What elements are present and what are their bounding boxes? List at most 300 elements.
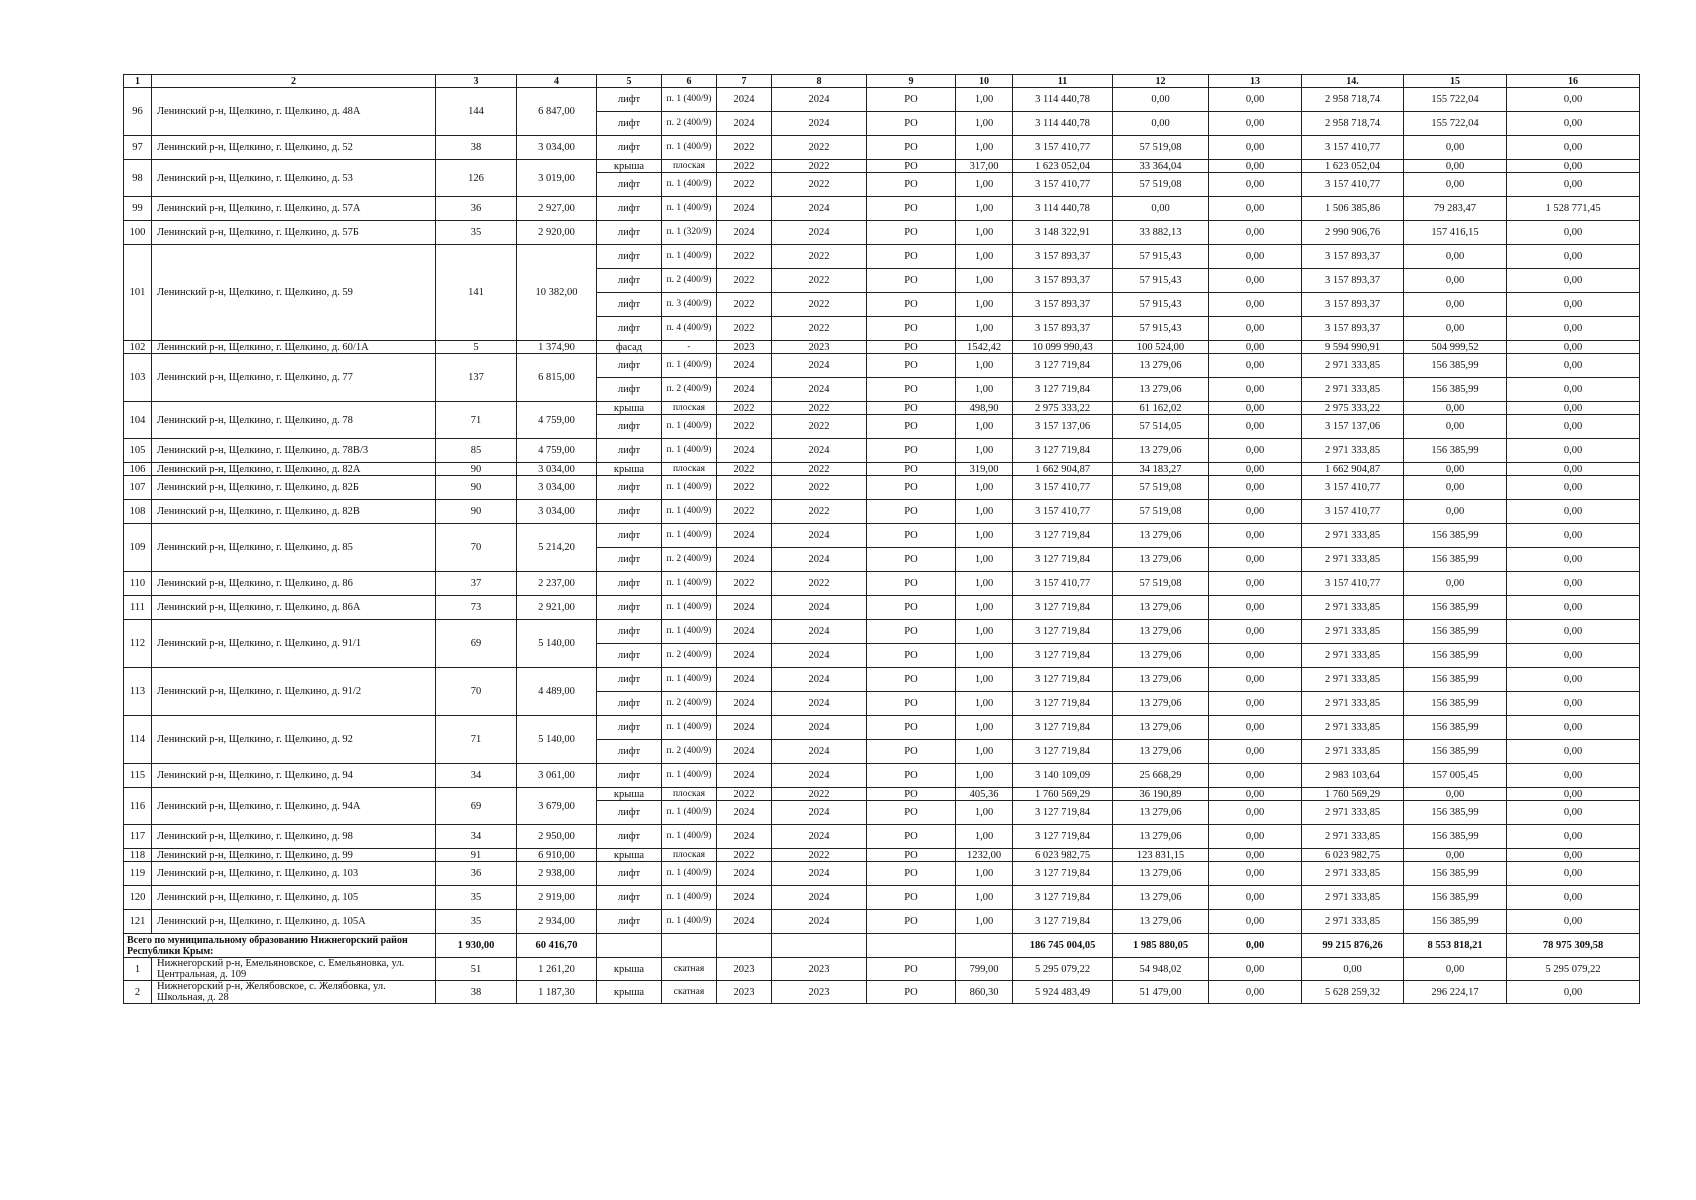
area-cell: 4 489,00 xyxy=(517,668,597,716)
table-row xyxy=(124,524,1640,548)
value-cell-col-7: 2022 xyxy=(717,572,772,596)
area-cell: 2 950,00 xyxy=(517,825,597,849)
value-cell-col-9: РО xyxy=(867,572,956,596)
value-cell-col-15: 156 385,99 xyxy=(1404,886,1507,910)
value-cell-col-11: 3 114 440,78 xyxy=(1013,112,1113,136)
value-cell-col-5: лифт xyxy=(597,293,662,317)
table-row xyxy=(124,136,1640,160)
value-cell-col-8: 2022 xyxy=(772,572,867,596)
value-cell-col-7: 2024 xyxy=(717,825,772,849)
value-cell-col-16: 0,00 xyxy=(1507,341,1640,354)
residents-cell: 51 xyxy=(436,958,517,981)
value-cell-col-7: 2024 xyxy=(717,740,772,764)
address-cell: Ленинский р-н, Щелкино, г. Щелкино, д. 99 xyxy=(152,849,436,862)
value-cell-col-7: 2022 xyxy=(717,245,772,269)
value-cell-col-11: 3 157 410,77 xyxy=(1013,476,1113,500)
value-cell-col-13: 0,00 xyxy=(1209,317,1302,341)
address-cell: Ленинский р-н, Щелкино, г. Щелкино, д. 103 xyxy=(152,862,436,886)
value-cell-col-12: 100 524,00 xyxy=(1113,341,1209,354)
value-cell-col-15: 156 385,99 xyxy=(1404,548,1507,572)
value-cell-col-5: лифт xyxy=(597,825,662,849)
area-cell: 6 815,00 xyxy=(517,354,597,402)
value-cell-col-6: скатная xyxy=(662,981,717,1004)
value-cell-col-8: 2024 xyxy=(772,886,867,910)
value-cell-col-10: 1,00 xyxy=(956,197,1013,221)
value-cell-col-9: РО xyxy=(867,197,956,221)
value-cell-col-15: 0,00 xyxy=(1404,269,1507,293)
residents-cell: 69 xyxy=(436,788,517,825)
value-cell-col-7: 2024 xyxy=(717,112,772,136)
value-cell-col-9: РО xyxy=(867,910,956,934)
address-cell: Ленинский р-н, Щелкино, г. Щелкино, д. 82Б xyxy=(152,476,436,500)
address-cell: Ленинский р-н, Щелкино, г. Щелкино, д. 82А xyxy=(152,463,436,476)
value-cell-col-16: 0,00 xyxy=(1507,88,1640,112)
value-cell-col-16: 0,00 xyxy=(1507,160,1640,173)
value-cell-col-6: п. 1 (400/9) xyxy=(662,668,717,692)
value-cell-col-5: лифт xyxy=(597,476,662,500)
value-cell-col-10: 1,00 xyxy=(956,801,1013,825)
total-row xyxy=(124,934,1640,958)
value-cell-col-16: 0,00 xyxy=(1507,825,1640,849)
residents-cell: 38 xyxy=(436,981,517,1004)
value-cell-col-12: 25 668,29 xyxy=(1113,764,1209,788)
value-cell-col-14: 3 157 410,77 xyxy=(1302,136,1404,160)
value-cell-col-15: 155 722,04 xyxy=(1404,112,1507,136)
value-cell-col-10: 1,00 xyxy=(956,644,1013,668)
value-cell-col-8: 2024 xyxy=(772,354,867,378)
value-cell-col-11: 3 127 719,84 xyxy=(1013,692,1113,716)
value-cell-col-11: 3 127 719,84 xyxy=(1013,910,1113,934)
value-cell-col-11: 3 127 719,84 xyxy=(1013,716,1113,740)
value-cell-col-16: 0,00 xyxy=(1507,668,1640,692)
value-cell-col-5: крыша xyxy=(597,402,662,415)
value-cell-col-8: 2022 xyxy=(772,463,867,476)
residents-cell: 35 xyxy=(436,910,517,934)
address-cell: Ленинский р-н, Щелкино, г. Щелкино, д. 59 xyxy=(152,245,436,341)
address-cell: Ленинский р-н, Щелкино, г. Щелкино, д. 78В/3 xyxy=(152,439,436,463)
column-number-2: 2 xyxy=(152,75,436,88)
table-row xyxy=(124,476,1640,500)
value-cell-col-16: 0,00 xyxy=(1507,378,1640,402)
value-cell-col-8: 2024 xyxy=(772,439,867,463)
value-cell-col-8: 2022 xyxy=(772,476,867,500)
value-cell-col-5: лифт xyxy=(597,644,662,668)
value-cell-col-5: крыша xyxy=(597,160,662,173)
value-cell-col-7: 2024 xyxy=(717,764,772,788)
value-cell-col-15: 156 385,99 xyxy=(1404,825,1507,849)
value-cell-col-14: 2 990 906,76 xyxy=(1302,221,1404,245)
area-cell: 2 934,00 xyxy=(517,910,597,934)
column-number-8: 8 xyxy=(772,75,867,88)
row-number: 116 xyxy=(124,788,152,825)
value-cell-col-16: 0,00 xyxy=(1507,439,1640,463)
value-cell-col-10: 1,00 xyxy=(956,764,1013,788)
value-cell-col-6: п. 1 (400/9) xyxy=(662,596,717,620)
value-cell-col-7: 2024 xyxy=(717,221,772,245)
value-cell-col-13: 0,00 xyxy=(1209,886,1302,910)
value-cell-col-9: РО xyxy=(867,269,956,293)
value-cell-col-12: 57 514,05 xyxy=(1113,415,1209,439)
value-cell-col-11: 1 662 904,87 xyxy=(1013,463,1113,476)
row-number: 1 xyxy=(124,958,152,981)
area-cell: 3 019,00 xyxy=(517,160,597,197)
value-cell-col-11: 3 114 440,78 xyxy=(1013,88,1113,112)
value-cell-col-14: 5 628 259,32 xyxy=(1302,981,1404,1004)
value-cell-col-14: 2 971 333,85 xyxy=(1302,524,1404,548)
value-cell-col-5: лифт xyxy=(597,620,662,644)
value-cell-col-13: 0,00 xyxy=(1209,572,1302,596)
value-cell-col-8: 2024 xyxy=(772,378,867,402)
row-number: 110 xyxy=(124,572,152,596)
value-cell-col-11: 5 924 483,49 xyxy=(1013,981,1113,1004)
value-cell-col-16: 0,00 xyxy=(1507,354,1640,378)
value-cell-col-6: п. 1 (400/9) xyxy=(662,136,717,160)
table-row xyxy=(124,825,1640,849)
value-cell-col-13: 0,00 xyxy=(1209,173,1302,197)
value-cell-col-5: лифт xyxy=(597,862,662,886)
value-cell-col-7: 2023 xyxy=(717,981,772,1004)
value-cell-col-11: 3 157 893,37 xyxy=(1013,293,1113,317)
value-cell-col-13: 0,00 xyxy=(1209,439,1302,463)
value-cell-col-13: 0,00 xyxy=(1209,620,1302,644)
value-cell-col-10: 1,00 xyxy=(956,476,1013,500)
value-cell-col-9: РО xyxy=(867,317,956,341)
value-cell-col-7: 2022 xyxy=(717,476,772,500)
value-cell-col-5: лифт xyxy=(597,910,662,934)
value-cell-col-7: 2024 xyxy=(717,378,772,402)
area-cell: 6 847,00 xyxy=(517,88,597,136)
value-cell-col-12: 13 279,06 xyxy=(1113,644,1209,668)
value-cell-col-11: 3 114 440,78 xyxy=(1013,197,1113,221)
value-cell-col-12: 13 279,06 xyxy=(1113,354,1209,378)
value-cell-col-10: 1,00 xyxy=(956,692,1013,716)
column-number-6: 6 xyxy=(662,75,717,88)
value-cell-col-6: плоская xyxy=(662,402,717,415)
value-cell-col-10: 1,00 xyxy=(956,354,1013,378)
value-cell-col-15: 156 385,99 xyxy=(1404,620,1507,644)
total-c12: 1 985 880,05 xyxy=(1113,934,1209,958)
value-cell-col-8: 2024 xyxy=(772,88,867,112)
residents-cell: 37 xyxy=(436,572,517,596)
value-cell-col-10: 1,00 xyxy=(956,524,1013,548)
value-cell-col-13: 0,00 xyxy=(1209,524,1302,548)
value-cell-col-16: 0,00 xyxy=(1507,788,1640,801)
report-sheet xyxy=(123,74,1639,1004)
value-cell-col-12: 13 279,06 xyxy=(1113,862,1209,886)
value-cell-col-14: 2 971 333,85 xyxy=(1302,548,1404,572)
value-cell-col-8: 2022 xyxy=(772,402,867,415)
column-number-12: 12 xyxy=(1113,75,1209,88)
value-cell-col-6: п. 1 (400/9) xyxy=(662,572,717,596)
value-cell-col-5: лифт xyxy=(597,548,662,572)
value-cell-col-7: 2024 xyxy=(717,716,772,740)
value-cell-col-13: 0,00 xyxy=(1209,668,1302,692)
table-row xyxy=(124,910,1640,934)
table-row xyxy=(124,197,1640,221)
value-cell-col-7: 2024 xyxy=(717,644,772,668)
value-cell-col-13: 0,00 xyxy=(1209,548,1302,572)
value-cell-col-14: 2 971 333,85 xyxy=(1302,439,1404,463)
value-cell-col-10: 498,90 xyxy=(956,402,1013,415)
value-cell-col-12: 57 915,43 xyxy=(1113,269,1209,293)
value-cell-col-5: лифт xyxy=(597,764,662,788)
value-cell-col-9: РО xyxy=(867,524,956,548)
value-cell-col-7: 2022 xyxy=(717,415,772,439)
value-cell-col-11: 5 295 079,22 xyxy=(1013,958,1113,981)
table-row xyxy=(124,402,1640,415)
value-cell-col-10: 1,00 xyxy=(956,548,1013,572)
value-cell-col-5: крыша xyxy=(597,958,662,981)
value-cell-col-16: 0,00 xyxy=(1507,862,1640,886)
value-cell-col-10: 1,00 xyxy=(956,716,1013,740)
value-cell-col-13: 0,00 xyxy=(1209,801,1302,825)
table-row xyxy=(124,862,1640,886)
value-cell-col-15: 156 385,99 xyxy=(1404,692,1507,716)
residents-cell: 5 xyxy=(436,341,517,354)
value-cell-col-16: 1 528 771,45 xyxy=(1507,197,1640,221)
value-cell-col-6: п. 2 (400/9) xyxy=(662,269,717,293)
value-cell-col-11: 3 127 719,84 xyxy=(1013,354,1113,378)
residents-cell: 36 xyxy=(436,197,517,221)
value-cell-col-15: 156 385,99 xyxy=(1404,801,1507,825)
value-cell-col-8: 2024 xyxy=(772,620,867,644)
area-cell: 3 034,00 xyxy=(517,463,597,476)
value-cell-col-9: РО xyxy=(867,596,956,620)
value-cell-col-9: РО xyxy=(867,788,956,801)
table-row xyxy=(124,439,1640,463)
value-cell-col-10: 860,30 xyxy=(956,981,1013,1004)
residents-cell: 73 xyxy=(436,596,517,620)
value-cell-col-6: п. 1 (400/9) xyxy=(662,716,717,740)
value-cell-col-14: 2 971 333,85 xyxy=(1302,886,1404,910)
value-cell-col-6: п. 2 (400/9) xyxy=(662,548,717,572)
value-cell-col-5: лифт xyxy=(597,245,662,269)
value-cell-col-12: 123 831,15 xyxy=(1113,849,1209,862)
address-cell: Ленинский р-н, Щелкино, г. Щелкино, д. 91/1 xyxy=(152,620,436,668)
value-cell-col-16: 0,00 xyxy=(1507,173,1640,197)
value-cell-col-11: 3 127 719,84 xyxy=(1013,524,1113,548)
value-cell-col-15: 0,00 xyxy=(1404,500,1507,524)
value-cell-col-6: п. 1 (400/9) xyxy=(662,801,717,825)
value-cell-col-14: 1 623 052,04 xyxy=(1302,160,1404,173)
value-cell-col-13: 0,00 xyxy=(1209,221,1302,245)
value-cell-col-15: 155 722,04 xyxy=(1404,88,1507,112)
value-cell-col-8: 2022 xyxy=(772,269,867,293)
value-cell-col-9: РО xyxy=(867,136,956,160)
value-cell-col-14: 2 958 718,74 xyxy=(1302,112,1404,136)
residents-cell: 126 xyxy=(436,160,517,197)
value-cell-col-8: 2024 xyxy=(772,716,867,740)
value-cell-col-8: 2024 xyxy=(772,801,867,825)
value-cell-col-8: 2024 xyxy=(772,740,867,764)
value-cell-col-10: 799,00 xyxy=(956,958,1013,981)
address-cell: Ленинский р-н, Щелкино, г. Щелкино, д. 86 xyxy=(152,572,436,596)
value-cell-col-10: 1,00 xyxy=(956,112,1013,136)
value-cell-col-11: 3 127 719,84 xyxy=(1013,439,1113,463)
table-row xyxy=(124,596,1640,620)
value-cell-col-5: лифт xyxy=(597,415,662,439)
value-cell-col-10: 1,00 xyxy=(956,415,1013,439)
row-number: 102 xyxy=(124,341,152,354)
residents-cell: 69 xyxy=(436,620,517,668)
value-cell-col-7: 2024 xyxy=(717,910,772,934)
value-cell-col-8: 2022 xyxy=(772,788,867,801)
value-cell-col-5: лифт xyxy=(597,354,662,378)
value-cell-col-12: 13 279,06 xyxy=(1113,801,1209,825)
value-cell-col-7: 2022 xyxy=(717,849,772,862)
value-cell-col-10: 1,00 xyxy=(956,317,1013,341)
value-cell-col-6: п. 1 (400/9) xyxy=(662,500,717,524)
value-cell-col-9: РО xyxy=(867,354,956,378)
value-cell-col-7: 2022 xyxy=(717,500,772,524)
row-number: 101 xyxy=(124,245,152,341)
total-residents: 1 930,00 xyxy=(436,934,517,958)
value-cell-col-8: 2022 xyxy=(772,415,867,439)
value-cell-col-14: 3 157 893,37 xyxy=(1302,317,1404,341)
value-cell-col-16: 0,00 xyxy=(1507,317,1640,341)
value-cell-col-12: 13 279,06 xyxy=(1113,439,1209,463)
area-cell: 2 919,00 xyxy=(517,886,597,910)
value-cell-col-8: 2024 xyxy=(772,596,867,620)
table-row xyxy=(124,463,1640,476)
value-cell-col-14: 2 971 333,85 xyxy=(1302,692,1404,716)
residents-cell: 141 xyxy=(436,245,517,341)
value-cell-col-14: 2 971 333,85 xyxy=(1302,740,1404,764)
value-cell-col-13: 0,00 xyxy=(1209,463,1302,476)
value-cell-col-9: РО xyxy=(867,958,956,981)
value-cell-col-16: 0,00 xyxy=(1507,415,1640,439)
table-row xyxy=(124,500,1640,524)
value-cell-col-15: 0,00 xyxy=(1404,415,1507,439)
table-row xyxy=(124,981,1640,1004)
value-cell-col-9: РО xyxy=(867,415,956,439)
address-cell: Ленинский р-н, Щелкино, г. Щелкино, д. 57А xyxy=(152,197,436,221)
value-cell-col-7: 2024 xyxy=(717,668,772,692)
row-number: 106 xyxy=(124,463,152,476)
value-cell-col-11: 3 127 719,84 xyxy=(1013,644,1113,668)
value-cell-col-5: лифт xyxy=(597,112,662,136)
repair-program-table xyxy=(123,74,1640,1004)
value-cell-col-6: п. 4 (400/9) xyxy=(662,317,717,341)
column-number-1: 1 xyxy=(124,75,152,88)
value-cell-col-12: 61 162,02 xyxy=(1113,402,1209,415)
value-cell-col-15: 0,00 xyxy=(1404,317,1507,341)
value-cell-col-9: РО xyxy=(867,341,956,354)
value-cell-col-6: п. 3 (400/9) xyxy=(662,293,717,317)
table-row xyxy=(124,88,1640,112)
value-cell-col-6: п. 2 (400/9) xyxy=(662,378,717,402)
value-cell-col-6: п. 1 (400/9) xyxy=(662,439,717,463)
value-cell-col-15: 0,00 xyxy=(1404,958,1507,981)
area-cell: 10 382,00 xyxy=(517,245,597,341)
value-cell-col-12: 57 915,43 xyxy=(1113,317,1209,341)
value-cell-col-16: 0,00 xyxy=(1507,596,1640,620)
value-cell-col-13: 0,00 xyxy=(1209,293,1302,317)
value-cell-col-9: РО xyxy=(867,221,956,245)
value-cell-col-13: 0,00 xyxy=(1209,596,1302,620)
row-number: 103 xyxy=(124,354,152,402)
value-cell-col-12: 13 279,06 xyxy=(1113,596,1209,620)
value-cell-col-13: 0,00 xyxy=(1209,269,1302,293)
value-cell-col-16: 0,00 xyxy=(1507,293,1640,317)
value-cell-col-8: 2024 xyxy=(772,825,867,849)
value-cell-col-8: 2022 xyxy=(772,500,867,524)
value-cell-col-11: 3 157 410,77 xyxy=(1013,136,1113,160)
value-cell-col-16: 0,00 xyxy=(1507,269,1640,293)
value-cell-col-6: п. 1 (400/9) xyxy=(662,415,717,439)
value-cell-col-16: 0,00 xyxy=(1507,548,1640,572)
value-cell-col-7: 2024 xyxy=(717,548,772,572)
area-cell: 1 261,20 xyxy=(517,958,597,981)
value-cell-col-13: 0,00 xyxy=(1209,788,1302,801)
value-cell-col-11: 3 157 893,37 xyxy=(1013,269,1113,293)
value-cell-col-14: 2 958 718,74 xyxy=(1302,88,1404,112)
value-cell-col-12: 13 279,06 xyxy=(1113,620,1209,644)
value-cell-col-13: 0,00 xyxy=(1209,341,1302,354)
value-cell-col-15: 156 385,99 xyxy=(1404,354,1507,378)
area-cell: 5 214,20 xyxy=(517,524,597,572)
table-row xyxy=(124,245,1640,269)
value-cell-col-6: п. 1 (400/9) xyxy=(662,886,717,910)
value-cell-col-9: РО xyxy=(867,668,956,692)
address-cell: Ленинский р-н, Щелкино, г. Щелкино, д. 78 xyxy=(152,402,436,439)
value-cell-col-16: 0,00 xyxy=(1507,910,1640,934)
row-number: 109 xyxy=(124,524,152,572)
residents-cell: 35 xyxy=(436,886,517,910)
value-cell-col-10: 1,00 xyxy=(956,862,1013,886)
value-cell-col-10: 1,00 xyxy=(956,500,1013,524)
value-cell-col-9: РО xyxy=(867,293,956,317)
area-cell: 3 034,00 xyxy=(517,136,597,160)
address-cell: Ленинский р-н, Щелкино, г. Щелкино, д. 94 xyxy=(152,764,436,788)
table-row xyxy=(124,764,1640,788)
value-cell-col-15: 156 385,99 xyxy=(1404,716,1507,740)
total-c15: 8 553 818,21 xyxy=(1404,934,1507,958)
value-cell-col-14: 3 157 410,77 xyxy=(1302,572,1404,596)
value-cell-col-14: 2 971 333,85 xyxy=(1302,354,1404,378)
column-number-5: 5 xyxy=(597,75,662,88)
value-cell-col-5: лифт xyxy=(597,668,662,692)
value-cell-col-15: 157 005,45 xyxy=(1404,764,1507,788)
value-cell-col-14: 6 023 982,75 xyxy=(1302,849,1404,862)
value-cell-col-6: скатная xyxy=(662,958,717,981)
total-c11: 186 745 004,05 xyxy=(1013,934,1113,958)
value-cell-col-11: 3 157 893,37 xyxy=(1013,317,1113,341)
residents-cell: 70 xyxy=(436,668,517,716)
value-cell-col-10: 1,00 xyxy=(956,825,1013,849)
value-cell-col-15: 0,00 xyxy=(1404,293,1507,317)
column-number-11: 11 xyxy=(1013,75,1113,88)
value-cell-col-10: 1,00 xyxy=(956,378,1013,402)
value-cell-col-12: 0,00 xyxy=(1113,197,1209,221)
address-cell: Ленинский р-н, Щелкино, г. Щелкино, д. 85 xyxy=(152,524,436,572)
value-cell-col-14: 1 662 904,87 xyxy=(1302,463,1404,476)
value-cell-col-16: 0,00 xyxy=(1507,136,1640,160)
value-cell-col-11: 10 099 990,43 xyxy=(1013,341,1113,354)
value-cell-col-9: РО xyxy=(867,378,956,402)
value-cell-col-15: 504 999,52 xyxy=(1404,341,1507,354)
address-cell: Ленинский р-н, Щелкино, г. Щелкино, д. 52 xyxy=(152,136,436,160)
value-cell-col-9: РО xyxy=(867,402,956,415)
value-cell-col-14: 3 157 410,77 xyxy=(1302,173,1404,197)
value-cell-col-8: 2024 xyxy=(772,764,867,788)
address-cell: Ленинский р-н, Щелкино, г. Щелкино, д. 91/2 xyxy=(152,668,436,716)
area-cell: 4 759,00 xyxy=(517,439,597,463)
row-number: 121 xyxy=(124,910,152,934)
value-cell-col-10: 1,00 xyxy=(956,88,1013,112)
value-cell-col-6: п. 2 (400/9) xyxy=(662,740,717,764)
value-cell-col-7: 2022 xyxy=(717,173,772,197)
